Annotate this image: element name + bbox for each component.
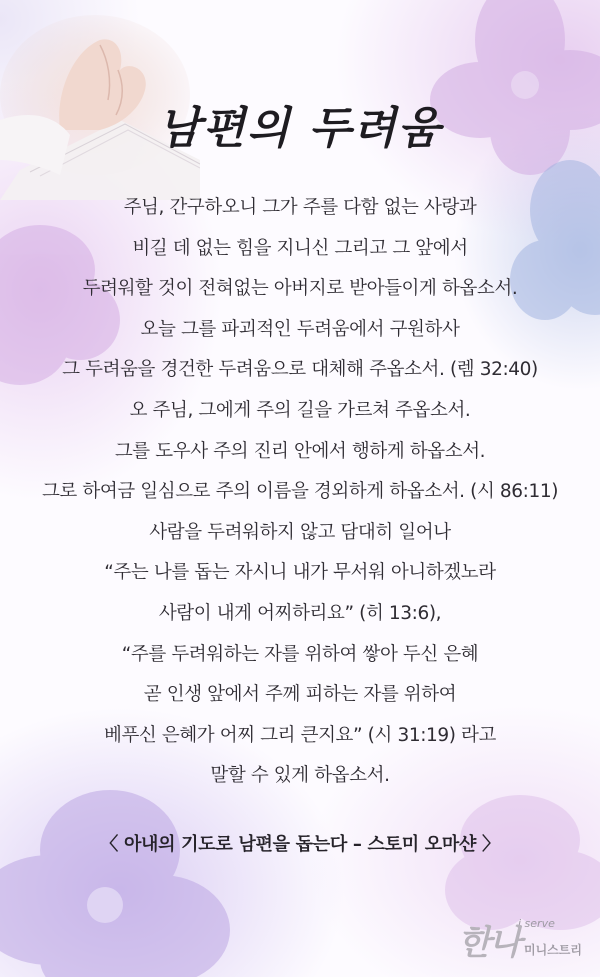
prayer-line: 주님, 간구하오니 그가 주를 다함 없는 사랑과 (123, 197, 477, 218)
prayer-line: 그로 하여금 일심으로 주의 이름을 경외하게 하옵소서. (시 86:11) (41, 481, 559, 503)
logo-tagline: i serve (518, 917, 555, 930)
logo-sub: 미니스트리 (524, 943, 582, 957)
prayer-line: 사람을 두려워하지 않고 담대히 일어나 (149, 521, 451, 543)
prayer-line: 곧 인생 앞에서 주께 피하는 자를 위하여 (143, 684, 457, 706)
hanna-ministry-logo (458, 907, 588, 967)
prayer-line: 베푸신 은혜가 어찌 그리 큰지요” (시 31:19) 라고 (103, 724, 497, 746)
prayer-line: “주는 나를 돕는 자시니 내가 무서워 아니하겠노라 (104, 562, 496, 584)
logo-main: 한나 (458, 923, 520, 963)
prayer-line: 오늘 그를 파괴적인 두려움에서 구원하사 (140, 318, 460, 340)
source-citation: 〈 아내의 기도로 남편을 돕는다 – 스토미 오마샨 〉 (100, 834, 500, 855)
prayer-text (0, 188, 600, 797)
prayer-line: 말할 수 있게 하옵소서. (210, 765, 390, 787)
flower-bottom-left (0, 770, 250, 977)
prayer-line: 두려워할 것이 전혀없는 아버지로 받아들이게 하옵소서. (82, 278, 518, 300)
page-title: 남편의 두려움 (157, 103, 443, 154)
prayer-line: “주를 두려워하는 자를 위하여 쌓아 두신 은혜 (121, 643, 479, 665)
prayer-line: 비길 데 없는 힘을 지니신 그리고 그 앞에서 (132, 237, 468, 259)
prayer-line: 그를 도우사 주의 진리 안에서 행하게 하옵소서. (114, 440, 486, 462)
prayer-line: 그 두려움을 경건한 두려움으로 대체해 주옵소서. (렘 32:40) (62, 359, 538, 381)
prayer-line: 사람이 내게 어찌하리요” (히 13:6), (158, 602, 442, 624)
prayer-line: 오 주님, 그에게 주의 길을 가르쳐 주옵소서. (129, 399, 471, 421)
